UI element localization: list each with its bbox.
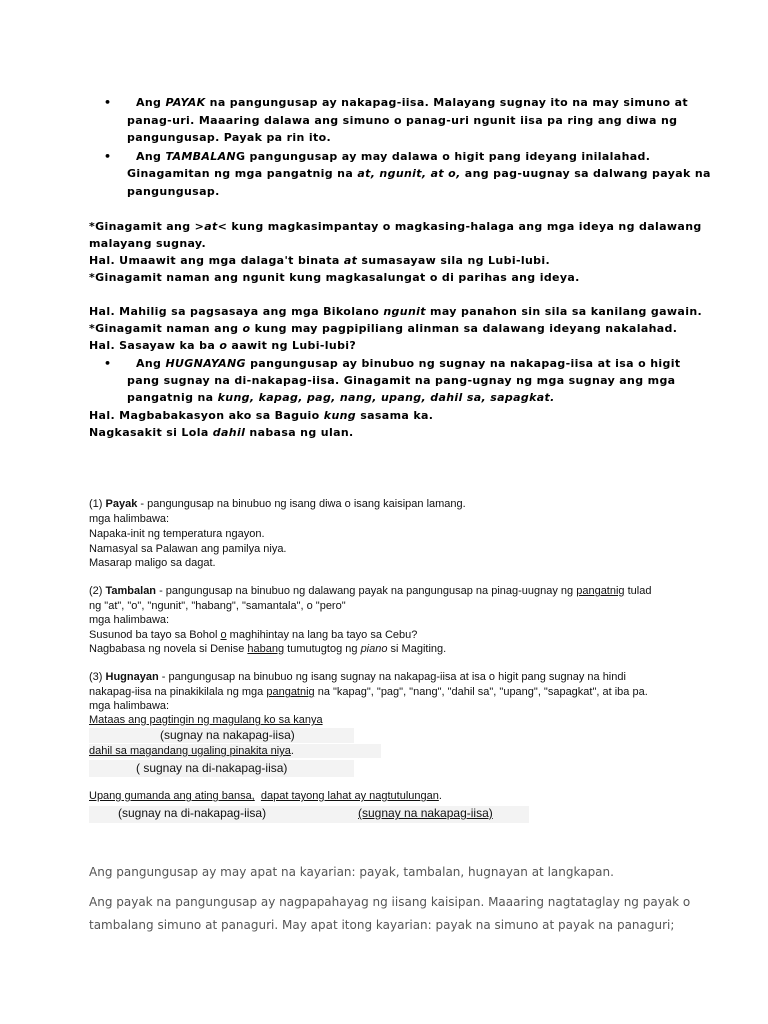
text: .: [438, 790, 442, 802]
hugnayan-line: [127, 391, 555, 404]
def-payak: [89, 498, 466, 511]
text: Hal. Umaawit ang mga dalaga't binata: [89, 254, 344, 267]
note-line: malayang sugnay.: [89, 237, 206, 250]
examples-label: mga halimbawa:: [89, 614, 170, 626]
text: G pangungusap ay may dalawa o higit pang ideyang inilalahad.: [236, 150, 651, 163]
note-ngunit: *Ginagamit naman ang ngunit kung magkasalungat o di parihas ang ideya.: [89, 271, 580, 284]
text: Nagbabasa ng novela si Denise: [89, 643, 248, 655]
hugnayan-item: [136, 357, 680, 370]
text: sumasayaw sila ng Lubi-lubi.: [357, 254, 551, 267]
text: piano: [360, 643, 388, 655]
term-payak: PAYAK: [165, 96, 206, 109]
term: kung: [323, 409, 357, 422]
text: - pangungusap na binubuo ng dalawang payak na pangungusap na pinag-uugnay ng: [156, 585, 577, 597]
text: (2): [89, 585, 106, 597]
text: pangatnig na: [127, 391, 218, 404]
payak-item: [136, 96, 688, 109]
text: ang pag-uugnay sa dalwang payak na: [460, 167, 711, 180]
term: Tambalan: [105, 585, 157, 597]
clause-tag: (sugnay na nakapag-iisa): [358, 806, 493, 820]
term: at: [343, 254, 358, 267]
text: Ang: [136, 357, 166, 370]
tambalan-line: pangungusap.: [127, 185, 220, 198]
terms: kung, kapag, pag, nang, upang, dahil sa, sapagkat.: [217, 391, 555, 404]
def-tambalan: [89, 585, 651, 598]
text: tulad: [624, 585, 652, 597]
bullet: •: [104, 96, 112, 109]
text: *Ginagamit naman ang: [89, 322, 243, 335]
note-at: [89, 220, 702, 233]
link[interactable]: pangatnig: [266, 686, 315, 698]
text: dapat tayong lahat ay nagtutulungan: [260, 790, 439, 802]
text: .: [290, 745, 294, 757]
bullet: •: [104, 150, 112, 163]
tambalan-item: [136, 150, 650, 163]
bullet: •: [104, 357, 112, 370]
example-clause: [89, 745, 294, 758]
text: aawit ng Lubi-lubi?: [227, 339, 357, 352]
tambalan-line: [127, 167, 711, 180]
text: Ang: [136, 96, 166, 109]
paragraph-line: Ang pangungusap ay may apat na kayarian: payak, tambalan, hugnayan at langkapan.: [89, 865, 614, 879]
text: pangungusap ay binubuo ng sugnay na nakapag-iisa at isa o higit: [245, 357, 681, 370]
term: ngunit: [383, 305, 426, 318]
examples-label: mga halimbawa:: [89, 700, 170, 712]
def-hugnayan: [89, 671, 626, 684]
term: o: [219, 339, 228, 352]
def-line: ng "at", "o", "ngunit", "habang", "samantala", o "pero": [89, 600, 346, 612]
text: *Ginagamit ang: [89, 220, 195, 233]
term: o: [242, 322, 251, 335]
hugnayan-line: pang sugnay na di-nakapag-iisa. Ginagamit na pang-ugnay ng mga sugnay ang mga: [127, 374, 676, 387]
text: Ang: [136, 150, 166, 163]
def-line: [89, 686, 648, 699]
clause-tag: (sugnay na nakapag-iisa): [160, 728, 295, 742]
link[interactable]: habang: [247, 643, 285, 655]
text: Upang gumanda ang ating bansa,: [89, 790, 255, 802]
example-o: [89, 339, 356, 352]
text: Hal. Mahilig sa pagsasaya ang mga Bikolano: [89, 305, 384, 318]
text: maghihintay na lang ba tayo sa Cebu?: [226, 629, 418, 641]
link[interactable]: pangatnig: [576, 585, 625, 597]
text: Hal. Sasayaw ka ba: [89, 339, 220, 352]
text: (3): [89, 671, 106, 683]
text: Nagkasakit si Lola: [89, 426, 213, 439]
term: dahil: [212, 426, 246, 439]
example: Namasyal sa Palawan ang pamilya niya.: [89, 543, 287, 555]
link[interactable]: o: [220, 629, 227, 641]
clause-tag: (sugnay na di-nakapag-iisa): [118, 806, 267, 820]
example: Masarap maligo sa dagat.: [89, 557, 216, 569]
paragraph-line: Ang payak na pangungusap ay nagpapahayag ng iisang kaisipan. Maaaring nagtataglay ng payak o: [89, 895, 691, 909]
text: (1): [89, 498, 106, 510]
term-tambalan: TAMBALAN: [165, 150, 236, 163]
text: - pangungusap na binubuo ng isang sugnay na nakapag-iisa at isa o higit pang sugnay na hindi: [158, 671, 626, 683]
text: may panahon sin sila sa kanilang gawain.: [425, 305, 703, 318]
example-dahil: [89, 426, 354, 439]
text: kung may pagpipiliang alinman sa dalawang ideyang nakalahad.: [250, 322, 678, 335]
term: Hugnayan: [105, 671, 159, 683]
payak-line: panag-uri. Maaaring dalawa ang simuno o panag-uri ngunit iisa pa ring ang diwa ng: [127, 114, 678, 127]
text: Hal. Magbabakasyon ako sa Baguio: [89, 409, 324, 422]
clause-tag: ( sugnay na di-nakapag-iisa): [136, 761, 288, 775]
term: Payak: [105, 498, 138, 510]
text: si Magiting.: [387, 643, 447, 655]
example: [89, 629, 417, 642]
text: nabasa ng ulan.: [245, 426, 354, 439]
example-kung: [89, 409, 433, 422]
paragraph-line: tambalang simuno at panaguri. May apat itong kayarian: payak na simuno at payak na panaguri;: [89, 918, 675, 932]
term-hugnayan: HUGNAYANG: [165, 357, 246, 370]
example-clause: Mataas ang pagtingin ng magulang ko sa kanya: [89, 714, 323, 726]
text: kung magkasimpantay o magkasing-halaga ang mga ideya ng dalawang: [227, 220, 702, 233]
example: [89, 643, 446, 656]
example: Napaka-init ng temperatura ngayon.: [89, 528, 265, 540]
payak-line: pangungusap. Payak pa rin ito.: [127, 131, 332, 144]
text: nakapag-iisa na pinakikilala ng mga: [89, 686, 267, 698]
examples-label: mga halimbawa:: [89, 513, 170, 525]
example-at: [89, 254, 550, 267]
note-o: [89, 322, 677, 335]
text: - pangungusap na binubuo ng isang diwa o isang kaisipan lamang.: [137, 498, 466, 510]
example-clause: [89, 790, 442, 803]
text: Ginagamitan ng mga pangatnig na: [127, 167, 358, 180]
example-ngunit: [89, 305, 702, 318]
text: tumutugtog ng: [284, 643, 361, 655]
text: sasama ka.: [356, 409, 434, 422]
term: >at<: [194, 220, 228, 233]
text: na "kapag", "pag", "nang", "dahil sa", "upang", "sapagkat", at iba pa.: [314, 686, 648, 698]
text: Susunod ba tayo sa Bohol: [89, 629, 221, 641]
text: na pangungusap ay nakapag-iisa. Malayang sugnay ito na may simuno at: [205, 96, 688, 109]
text: dahil sa magandang ugaling pinakita niya: [89, 745, 291, 757]
terms: at, ngunit, at o,: [357, 167, 461, 180]
